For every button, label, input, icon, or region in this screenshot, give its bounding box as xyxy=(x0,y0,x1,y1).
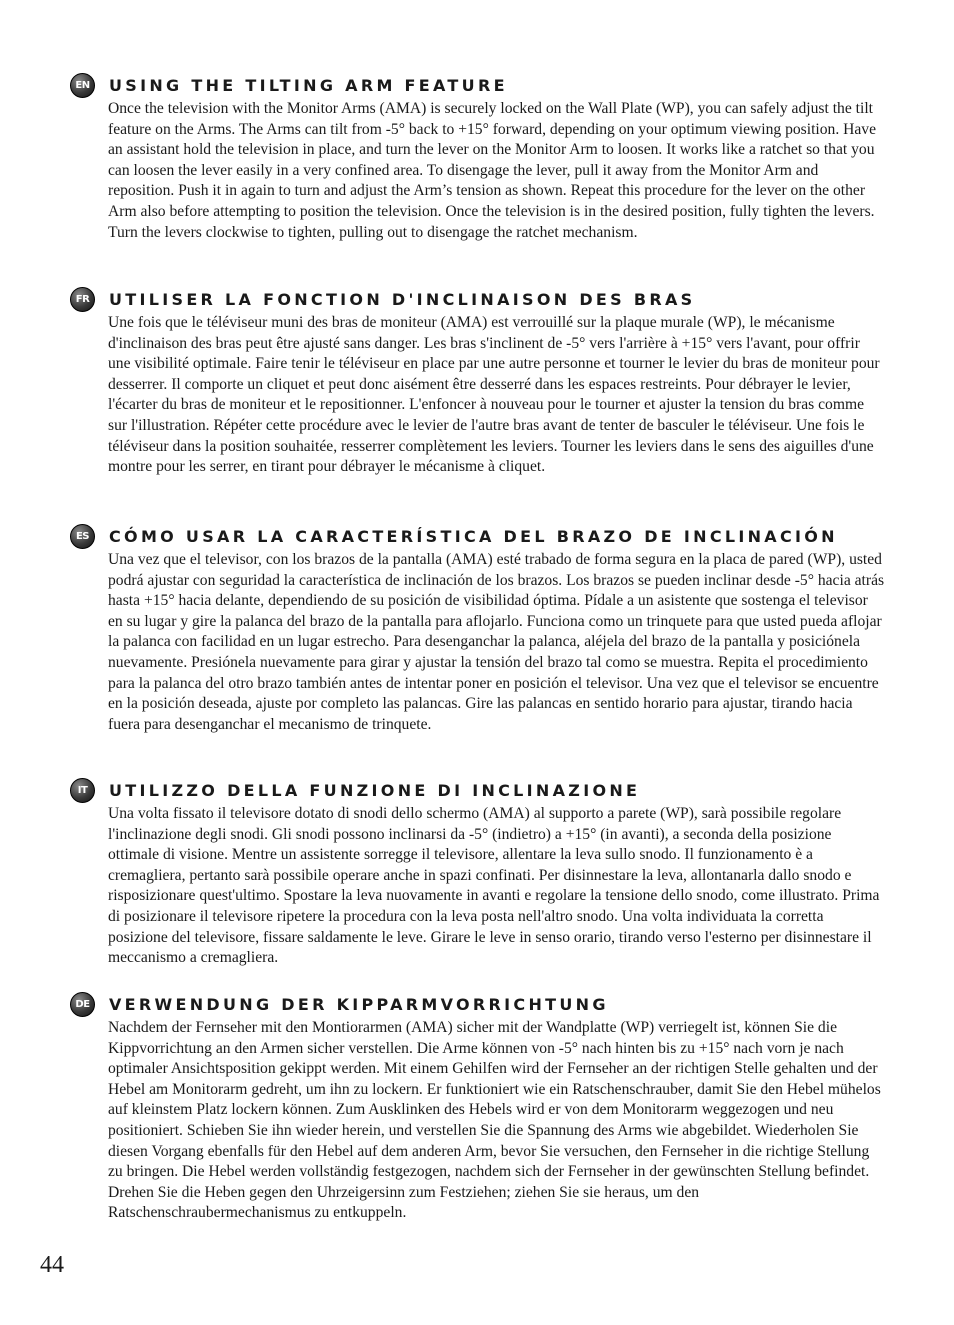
language-badge-icon: FR xyxy=(70,287,95,312)
section-heading: VERWENDUNG DER KIPPARMVORRICHTUNG xyxy=(109,994,609,1014)
section-heading: USING THE TILTING ARM FEATURE xyxy=(109,75,508,95)
section-heading-row xyxy=(70,777,886,803)
section-italian xyxy=(70,777,886,969)
language-badge-icon: ES xyxy=(70,524,95,549)
section-english xyxy=(70,72,886,243)
section-spanish xyxy=(70,523,886,735)
section-heading-row xyxy=(70,72,886,98)
section-body: Once the television with the Monitor Arms (AMA) is securely locked on the Wall Plate (WP), you can safely adjust the tilt feature on the Arms. The Arms can tilt from -5° back to +15° forward, depending on your optimum viewing position. Have an assistant hold the television in place, and turn the lever on the Monitor Arm to loosen. It works like a ratchet so that you can loosen the lever easily in a very confined area. To disengage the lever, pull it away from the Monitor Arm and reposition. Push it in again to turn and adjust the Arm’s tension as shown. Repeat this procedure for the lever on the other Arm also before attempting to position the television. Once the television is in the desired position, fully tighten the levers. Turn the levers clockwise to tighten, pulling out to disengage the ratchet mechanism. xyxy=(108,100,877,241)
section-body: Une fois que le téléviseur muni des bras de moniteur (AMA) est verrouillé sur la plaque murale (WP), le mécanisme d'inclinaison des bras peut être ajusté sans danger. Les bras s'inclinent de -5° vers l'arrière à +15° vers l'avant, pour offrir une visibilité optimale. Faire tenir le téléviseur en place par une autre personne et tourner le levier du bras de moniteur pour desserrer. Il comporte un cliquet et peut donc aisément être desserré dans les espaces restreints. Pour débrayer le levier, l'écarter du bras de moniteur et le repositionner. L'enfoncer à nouveau pour le tourner et ajuster la tension du bras comme sur l'illustration. Répéter cette procédure avec le levier de l'autre bras avant de tenter de basculer le téléviseur. Une fois le téléviseur dans la position souhaitée, resserrer complètement les leviers. Tourner les leviers dans le sens des aiguilles d'une montre pour les serrer, en tirant pour débrayer le mécanisme à cliquet. xyxy=(108,314,880,476)
section-body: Nachdem der Fernseher mit den Montiorarmen (AMA) sicher mit der Wandplatte (WP) verriegelt ist, können Sie die Kippvorrichtung an den Armen sicher verstellen. Die Arme können von -5° nach hinten bis zu +15° nach vorn je nach optimaler Ansichtsposition gekippt werden. Mit einem Gehilfen wird der Fernseher an der richtigen Stelle gehalten und der Hebel am Monitorarm gedreht, um ihn zu lockern. Er funktioniert wie ein Ratschenschrauber, damit Sie den Hebel mühelos auf kleinstem Platz lockern können. Zum Ausklinken des Hebels wird er von dem Monitorarm weggezogen und neu positioniert. Schieben Sie ihn wieder herein, und verstellen Sie die Spannung des Arms wie abgebildet. Wiederholen Sie diesen Vorgang ebenfalls für den Hebel auf dem anderen Arm, bevor Sie versuchen, den Fernseher in die richtige Stellung zu bringen. Die Hebel werden vollständig festgezogen, nachdem sich der Fernseher in der gewünschten Stellung befindet. Drehen Sie die Heben gegen den Uhrzeigersinn zum Festziehen; ziehen Sie sie heraus, um den Ratschenschraubermechanismus zu entkuppeln. xyxy=(108,1019,881,1222)
language-badge-icon: DE xyxy=(70,992,95,1017)
section-heading-row xyxy=(70,523,886,549)
section-heading-row xyxy=(70,286,886,312)
section-heading-row xyxy=(70,991,886,1017)
section-body: Una volta fissato il televisore dotato di snodi dello schermo (AMA) al supporto a parete (WP), sarà possibile regolare l'inclinazione degli snodi. Gli snodi possono inclinarsi da -5° (indietro) a +15° (in avanti), a seconda della posizione ottimale di visione. Mentre un assistente sorregge il televisore, allentare la leva sullo snodo. Il funzionamento è a cremagliera, pertanto sarà possibile operare anche in spazi confinati. Per disinnestare la leva, allontanarla dallo snodo e risposizionare quest'ultimo. Spostare la leva nuovamente in avanti e regolare la tensione dello snodo, come illustrato. Prima di posizionare il televisore ripetere la procedura con la leva posta nell'altro snodo. Una volta individuata la corretta posizione del televisore, fissare saldamente le leve. Girare le leve in senso orario, tirando verso l'esterno per disinnestare il meccanismo a cremagliera. xyxy=(108,805,880,967)
section-heading: UTILISER LA FONCTION D'INCLINAISON DES BRAS xyxy=(109,289,696,309)
section-heading: CÓMO USAR LA CARACTERÍSTICA DEL BRAZO DE INCLINACIÓN xyxy=(109,526,838,546)
page-number: 44 xyxy=(40,1252,64,1278)
section-french xyxy=(70,286,886,478)
section-heading: UTILIZZO DELLA FUNZIONE DI INCLINAZIONE xyxy=(109,780,641,800)
section-body: Una vez que el televisor, con los brazos de la pantalla (AMA) esté trabado de forma segura en la placa de pared (WP), usted podrá ajustar con seguridad la característica de inclinación de los brazos. Los brazos se pueden inclinar desde -5° hacia atrás hasta +15° hacia delante, dependiendo de su posición de visibilidad óptima. Pídale a un asistente que sostenga el televisor en su lugar y gire la palanca del brazo de la pantalla para aflojarlo. Funciona como un trinquete para que usted pueda aflojar la palanca con facilidad en un lugar estrecho. Para desenganchar la palanca, aléjela del brazo de la pantalla y posiciónela nuevamente. Presiónela nuevamente para girar y ajustar la tensión del brazo tal como se muestra. Repita el procedimiento para la palanca del otro brazo también antes de intentar poner en posición el televisor. Una vez que el televisor se encuentre en la posición deseada, ajuste por completo las palancas. Gire las palancas en sentido horario para ajustar, tirando hacia fuera para desenganchar el mecanismo de trinquete. xyxy=(108,551,885,733)
language-badge-icon: IT xyxy=(70,778,95,803)
section-german xyxy=(70,991,886,1224)
language-badge-icon: EN xyxy=(70,73,95,98)
